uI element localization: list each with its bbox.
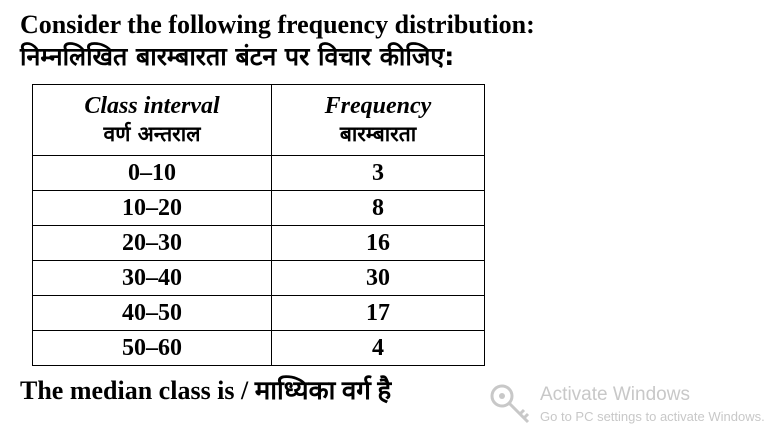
activate-windows-watermark (488, 378, 765, 444)
table-row (33, 331, 485, 366)
class-interval-header (33, 85, 272, 156)
question-line-hindi: निम्नलिखित बारम्बारता बंटन पर विचार कीजिए: (20, 42, 455, 71)
class-interval-cell: 30–40 (33, 261, 272, 296)
table-row (33, 261, 485, 296)
table-row (33, 226, 485, 261)
key-icon (488, 382, 532, 426)
frequency-table (32, 84, 485, 366)
watermark-subtitle: Go to PC settings to activate Windows. (540, 409, 765, 424)
frequency-header-en: Frequency (324, 93, 432, 119)
class-interval-header-en: Class interval (84, 93, 220, 119)
watermark-title: Activate Windows (540, 384, 690, 405)
frequency-cell: 8 (272, 191, 485, 226)
frequency-cell: 17 (272, 296, 485, 331)
frequency-cell: 4 (272, 331, 485, 366)
class-interval-cell: 0–10 (33, 156, 272, 191)
class-interval-header-hi: वर्ण अन्तराल (103, 122, 201, 146)
class-interval-cell: 40–50 (33, 296, 272, 331)
frequency-cell: 3 (272, 156, 485, 191)
table-header-row (33, 85, 485, 156)
table-row (33, 296, 485, 331)
frequency-cell: 16 (272, 226, 485, 261)
question-line-english: Consider the following frequency distribution: (20, 10, 535, 39)
frequency-header-hi: बारम्बारता (339, 122, 417, 146)
table-row (33, 191, 485, 226)
class-interval-cell: 50–60 (33, 331, 272, 366)
table-row (33, 156, 485, 191)
frequency-cell: 30 (272, 261, 485, 296)
class-interval-cell: 20–30 (33, 226, 272, 261)
median-class-prompt: The median class is / माध्यिका वर्ग है (20, 376, 392, 405)
class-interval-cell: 10–20 (33, 191, 272, 226)
frequency-header (272, 85, 485, 156)
